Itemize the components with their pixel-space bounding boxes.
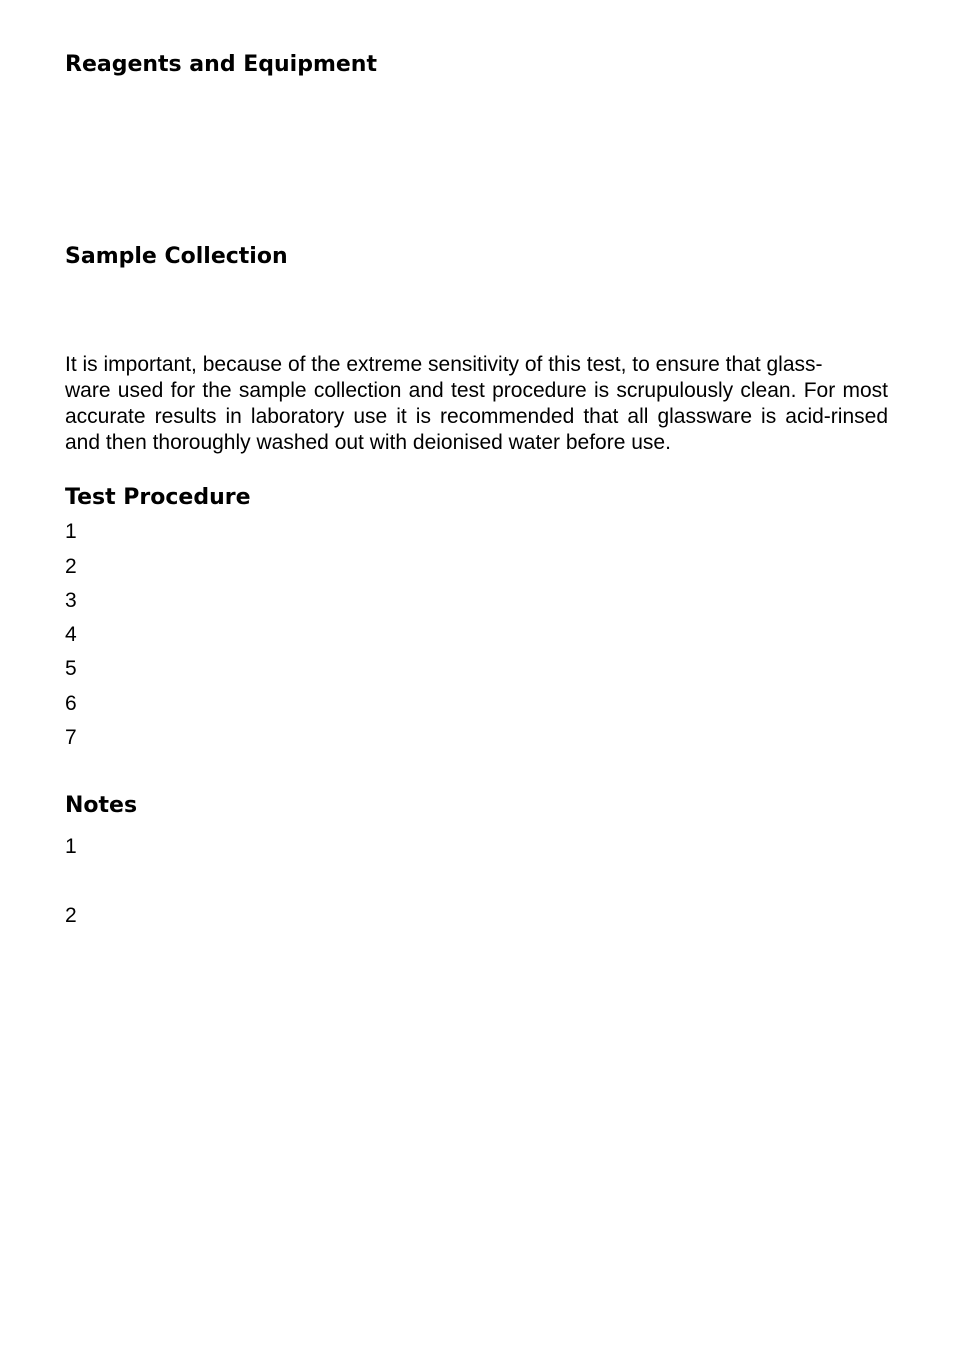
procedure-step-number: 7: [65, 726, 77, 749]
procedure-step-number: 6: [65, 692, 77, 715]
procedure-step-number: 4: [65, 623, 77, 646]
procedure-step-number: 5: [65, 657, 77, 680]
procedure-step-number: 1: [65, 520, 77, 543]
sample-collection-heading: Sample Collection: [65, 244, 288, 269]
test-procedure-heading: Test Procedure: [65, 485, 251, 510]
note-number: 2: [65, 904, 77, 927]
reagents-equipment-heading: Reagents and Equipment: [65, 52, 377, 77]
procedure-step-number: 2: [65, 555, 77, 578]
procedure-step-number: 3: [65, 589, 77, 612]
notes-heading: Notes: [65, 793, 138, 818]
sample-collection-paragraph: It is important, because of the extreme sensitivity of this test, to ensure that glass- ware used for the sample collection and test procedure is scrupulously clean. For most accurate results in laboratory use it is recommended that all glassware is acid-rinsed and then thoroughly washed out with deionised water before use.: [65, 353, 888, 454]
note-number: 1: [65, 835, 77, 858]
